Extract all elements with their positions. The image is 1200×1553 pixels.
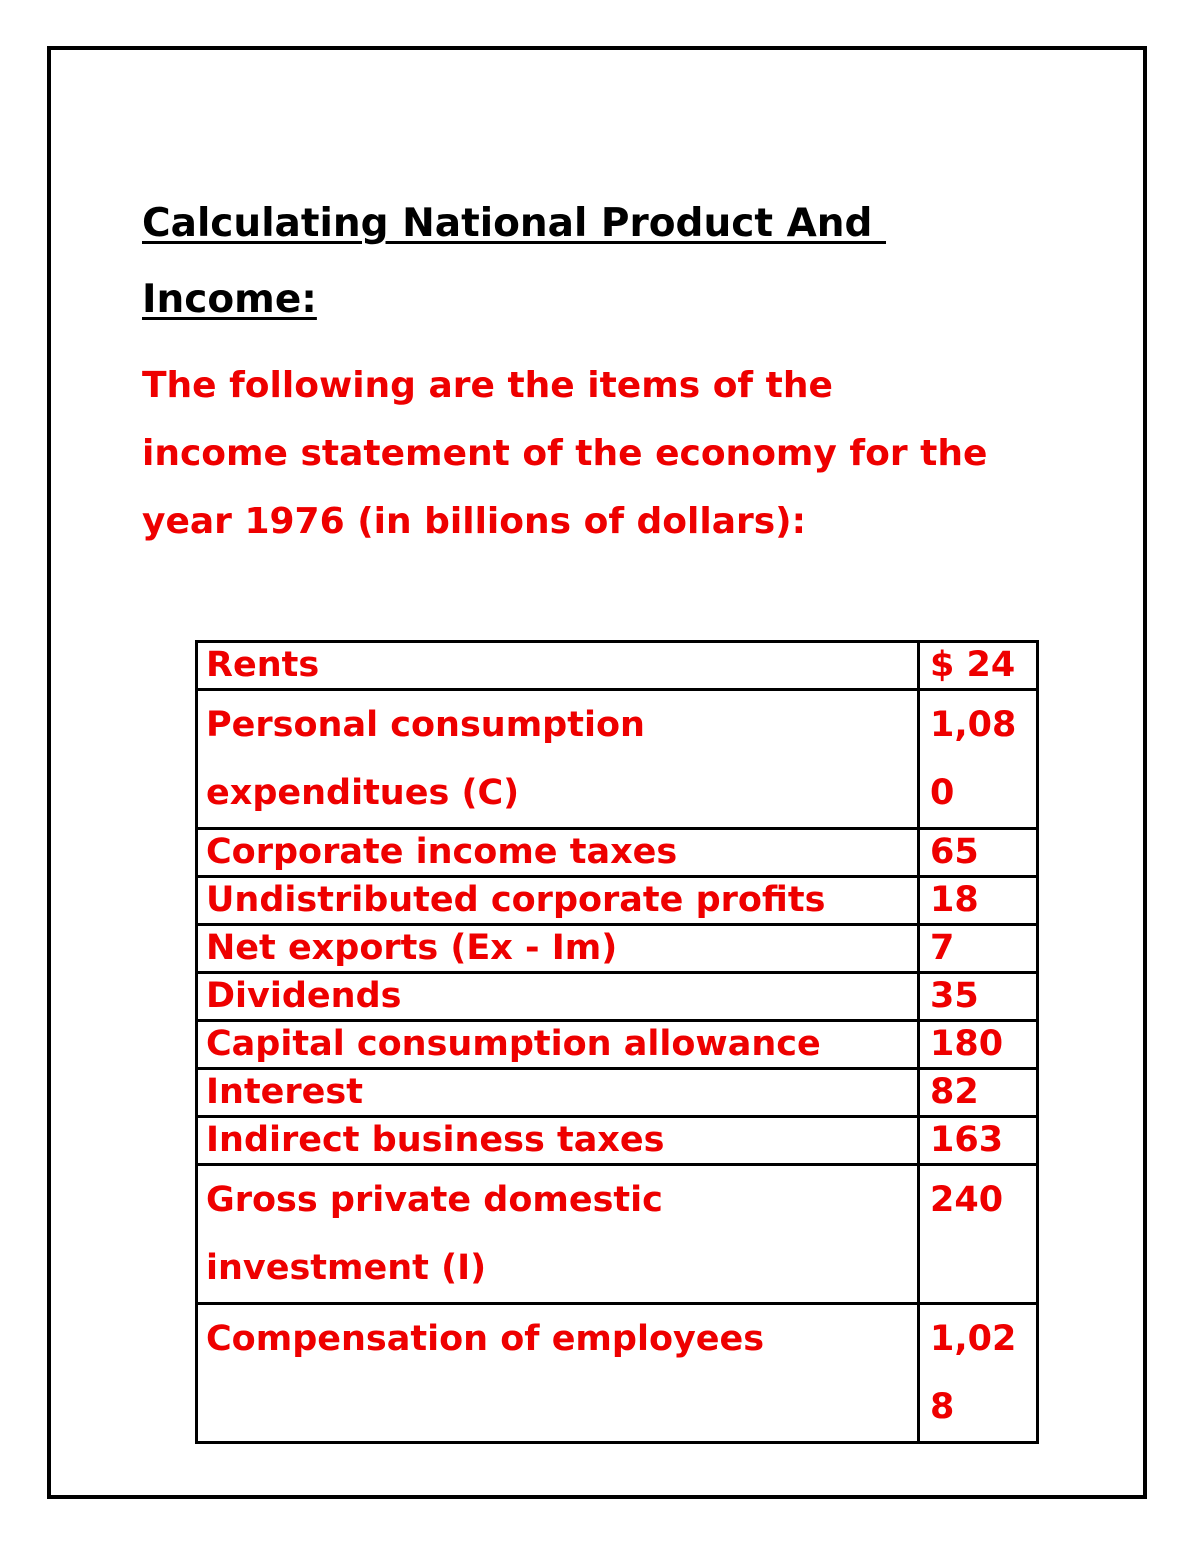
item-label: Corporate income taxes — [206, 832, 678, 872]
income-statement-table-body — [197, 642, 1038, 1443]
amount-value: 163 — [930, 1120, 1004, 1160]
item-cell — [197, 877, 919, 925]
amount-value: 8 — [930, 1387, 955, 1427]
item-cell — [197, 690, 919, 829]
item-label: Net exports (Ex - Im) — [206, 928, 618, 968]
item-label: investment (I) — [206, 1248, 487, 1288]
table-row — [197, 642, 1038, 690]
amount-value: 0 — [930, 773, 955, 813]
item-label: Capital consumption allowance — [206, 1024, 821, 1064]
item-label: Compensation of employees — [206, 1319, 765, 1359]
item-cell — [197, 973, 919, 1021]
amount-cell — [919, 690, 1038, 829]
item-cell — [197, 1069, 919, 1117]
item-cell — [197, 1021, 919, 1069]
item-label: Indirect business taxes — [206, 1120, 665, 1160]
table-row — [197, 1021, 1038, 1069]
table-row — [197, 829, 1038, 877]
item-label: Interest — [206, 1072, 363, 1112]
amount-cell — [919, 1304, 1038, 1443]
amount-cell — [919, 1165, 1038, 1304]
item-cell — [197, 829, 919, 877]
table-row — [197, 1304, 1038, 1443]
amount-value: 1,08 — [930, 705, 1017, 745]
amount-value: 7 — [930, 928, 955, 968]
item-label: Dividends — [206, 976, 402, 1016]
amount-cell — [919, 1021, 1038, 1069]
table-row — [197, 877, 1038, 925]
amount-cell — [919, 925, 1038, 973]
amount-value: 1,02 — [930, 1319, 1017, 1359]
amount-value: 240 — [930, 1180, 1004, 1220]
table-row — [197, 973, 1038, 1021]
amount-value: 35 — [930, 976, 979, 1016]
item-label: Personal consumption — [206, 705, 645, 745]
page-title — [142, 186, 1042, 338]
item-label: Rents — [206, 645, 320, 685]
amount-cell — [919, 1069, 1038, 1117]
amount-value: 65 — [930, 832, 979, 872]
amount-cell — [919, 829, 1038, 877]
item-cell — [197, 1165, 919, 1304]
income-statement-table — [195, 640, 1039, 1444]
item-label: expendituеs (C) — [206, 773, 520, 813]
item-cell — [197, 1117, 919, 1165]
table-row — [197, 1069, 1038, 1117]
item-label: Undistributed corporate profits — [206, 880, 826, 920]
intro-line-2: income statement of the economy for the — [142, 433, 988, 474]
item-cell — [197, 925, 919, 973]
amount-cell — [919, 642, 1038, 690]
table-row — [197, 690, 1038, 829]
intro-line-1: The following are the items of the — [142, 365, 833, 406]
item-label: Gross private domestic — [206, 1180, 663, 1220]
amount-value: 18 — [930, 880, 979, 920]
intro-line-3: year 1976 (in billions of dollars): — [142, 501, 807, 542]
page-title-line-2: Income: — [142, 277, 317, 322]
table-row — [197, 1165, 1038, 1304]
amount-value: $ 24 — [930, 645, 1016, 685]
table-row — [197, 1117, 1038, 1165]
item-cell — [197, 1304, 919, 1443]
amount-cell — [919, 973, 1038, 1021]
amount-cell — [919, 877, 1038, 925]
page-title-line-1: Calculating National Product And — [142, 201, 887, 246]
amount-cell — [919, 1117, 1038, 1165]
amount-value: 82 — [930, 1072, 979, 1112]
intro-paragraph — [142, 352, 1082, 556]
table-row — [197, 925, 1038, 973]
amount-value: 180 — [930, 1024, 1004, 1064]
item-cell — [197, 642, 919, 690]
